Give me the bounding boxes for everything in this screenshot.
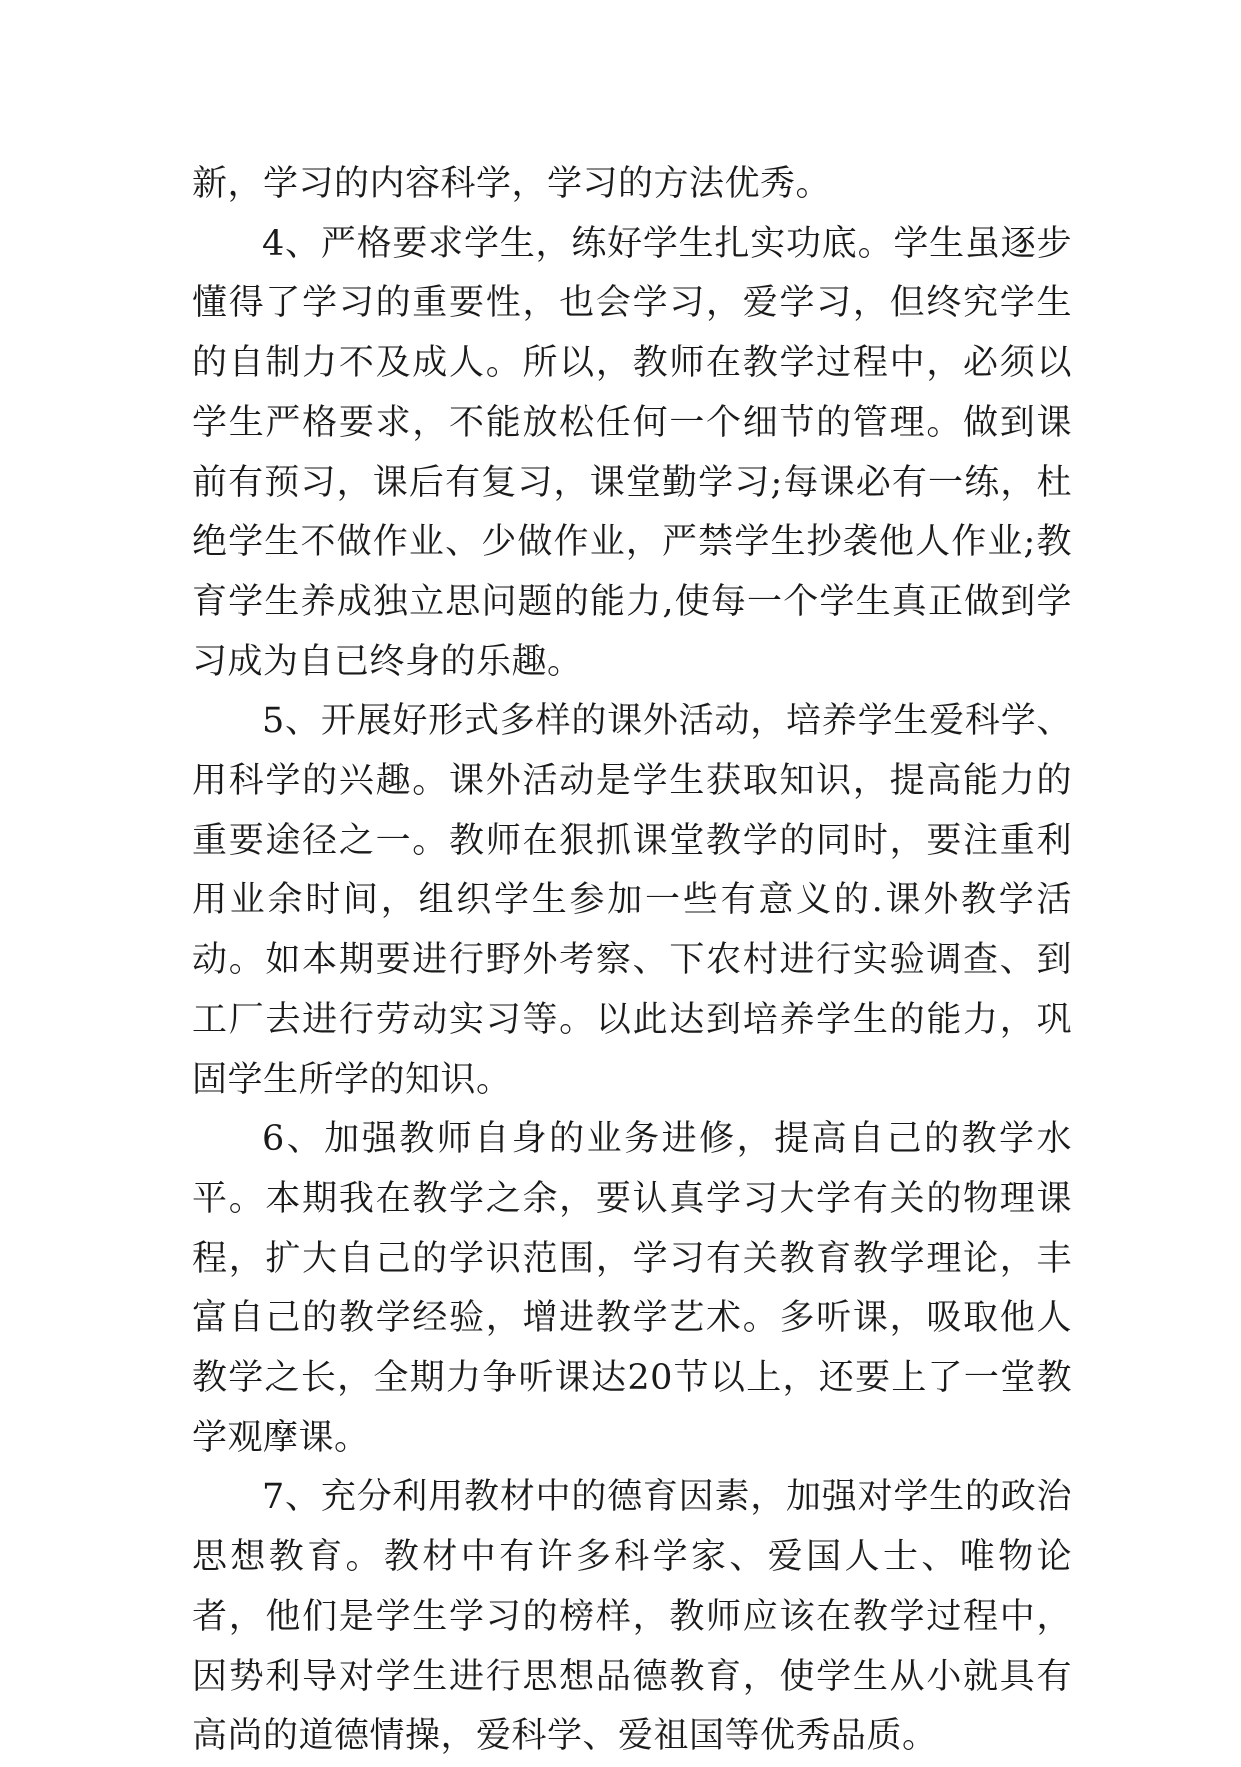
- paragraph-continuation: 新，学习的内容科学，学习的方法优秀。: [192, 164, 832, 204]
- paragraph-item-5: 5、开展好形式多样的课外活动，培养学生爱科学、用科学的兴趣。课外活动是学生获取知识，提高能力的重要途径之一。教师在狠抓课堂教学的同时，要注重利用业余时间，组织学生参加一些有意义的.课外教学活动。如本期要进行野外考察、下农村进行实验调查、到工厂去进行劳动实习等。以此达到培养学生的能力，巩固学生所学的知识。: [192, 701, 1072, 1100]
- document-body: [192, 155, 1072, 1767]
- paragraph-item-6: 6、加强教师自身的业务进修，提高自己的教学水平。本期我在教学之余，要认真学习大学有关的物理课程，扩大自己的学识范围，学习有关教育教学理论，丰富自己的教学经验，增进教学艺术。多听课，吸取他人教学之长，全期力争听课达20节以上，还要上了一堂教学观摩课。: [192, 1119, 1072, 1458]
- paragraph-item-7: 7、充分利用教材中的德育因素，加强对学生的政治思想教育。教材中有许多科学家、爱国人士、唯物论者，他们是学生学习的榜样，教师应该在教学过程中，因势利导对学生进行思想品德教育，使学生从小就具有高尚的道德情操，爱科学、爱祖国等优秀品质。: [192, 1477, 1072, 1757]
- paragraph-item-4: 4、严格要求学生，练好学生扎实功底。学生虽逐步懂得了学习的重要性，也会学习，爱学习，但终究学生的自制力不及成人。所以，教师在教学过程中，必须以学生严格要求，不能放松任何一个细节的管理。做到课前有预习，课后有复习，课堂勤学习;每课必有一练，杜绝学生不做作业、少做作业，严禁学生抄袭他人作业;教育学生养成独立思问题的能力,使每一个学生真正做到学习成为自已终身的乐趣。: [192, 223, 1072, 682]
